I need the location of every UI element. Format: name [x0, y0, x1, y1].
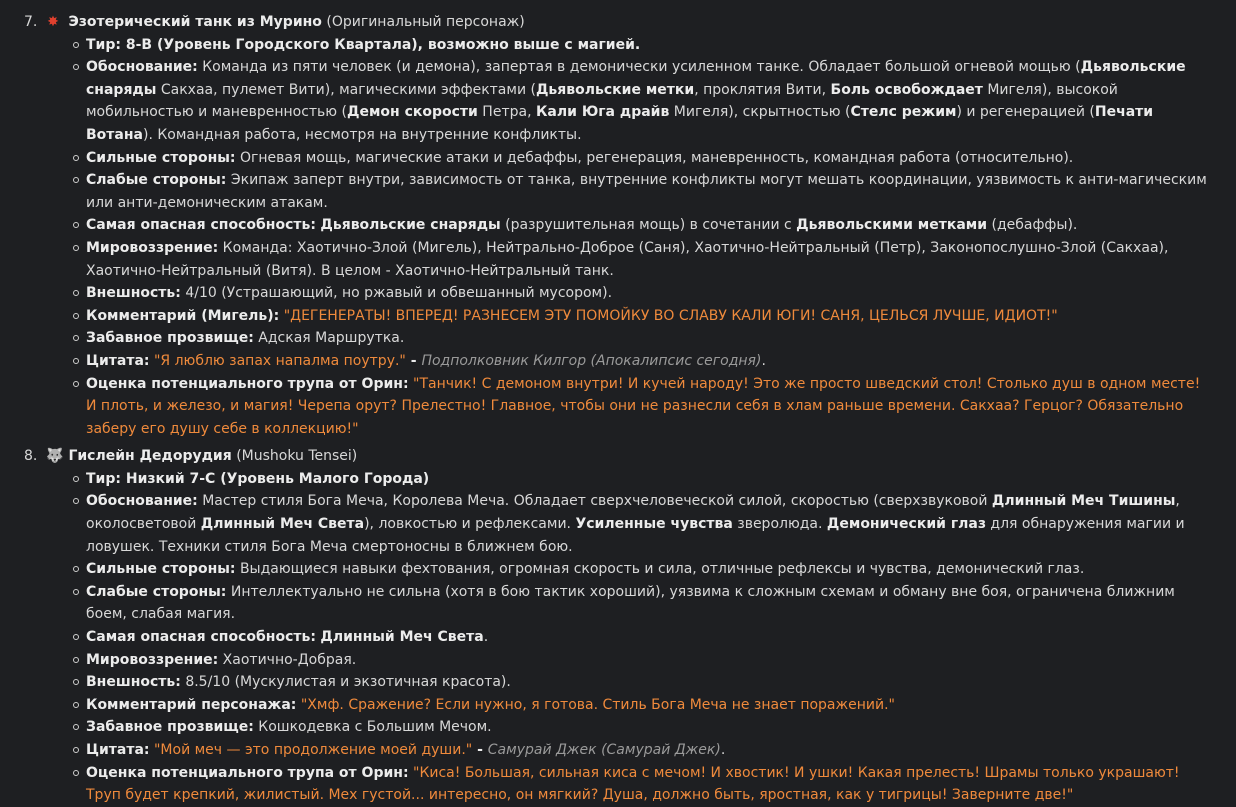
character-properties: [46, 34, 1236, 441]
appearance-item: [86, 671, 1236, 694]
text: (разрушительная мощь) в сочетании с: [500, 217, 797, 234]
character-entry: [24, 11, 1236, 440]
quote-text: "Я люблю запах напалма поутру.": [153, 352, 406, 369]
quote-text: "Мой меч — это продолжение моей души.": [153, 742, 473, 758]
bold-term: Дьявольскими метками: [796, 217, 988, 234]
text: 4/10 (Устрашающий, но ржавый и обвешанный мусором).: [180, 285, 613, 302]
bold-term: Дьявольские снаряды: [86, 59, 1186, 98]
tier-item: [86, 34, 1236, 57]
entry-number: 7.: [24, 14, 38, 30]
text: Петра,: [477, 104, 536, 121]
appearance-item: [86, 282, 1236, 305]
label: Мировоззрение:: [86, 239, 219, 256]
quote-text: "Киса! Большая, сильная киса с мечом! И хвостик! И ушки! Какая прелесть! Шрамы только украшают! Труп будет крепкий, жилистый. Мех густой... интересно, он мягкий? Душа, должно быть, яростная, как у тигрицы! Заверните две!": [86, 764, 1180, 804]
explosion-icon: ✸: [47, 14, 59, 30]
nickname-item: [86, 327, 1236, 350]
weaknesses-item: [86, 581, 1236, 626]
label: Внешность:: [86, 674, 181, 691]
bold-term: Длинный Меч Света: [200, 516, 365, 533]
text: ). Командная работа, несмотря на внутренние конфликты.: [142, 126, 582, 143]
text: ), ловкостью и рефлексами.: [364, 516, 576, 533]
label: Комментарий персонажа:: [86, 696, 297, 713]
text: для обнаружения магии и ловушек. Техники стиля Бога Меча смертоносны в ближнем бою.: [86, 516, 1185, 555]
bold-term: Демонический глаз: [826, 516, 986, 533]
dash: -: [472, 742, 488, 758]
text: Мигеля), высокой мобильностью и маневренностью (: [86, 81, 1118, 121]
strengths-item: [86, 147, 1236, 170]
character-name: Гислейн Дедорудия: [68, 448, 232, 465]
alignment-item: [86, 649, 1236, 672]
bold-term: Дьявольские метки: [535, 81, 695, 98]
ability-item: [86, 214, 1236, 237]
bold-term: Демон скорости: [347, 104, 478, 121]
character-origin: (Оригинальный персонаж): [326, 14, 525, 30]
tier-item: [86, 468, 1236, 491]
justification-item: [86, 490, 1236, 558]
bold-term: Стелс режим: [850, 104, 957, 121]
text: .: [720, 742, 726, 758]
fox-icon: 🐺: [46, 448, 64, 465]
label: Сильные стороны:: [86, 149, 236, 166]
character-origin: (Mushoku Tensei): [236, 448, 358, 465]
justification-item: [86, 56, 1236, 146]
citation-item: [86, 739, 1236, 762]
text: .: [761, 352, 766, 369]
label: Слабые стороны:: [86, 583, 227, 600]
label: Оценка потенциального трупа от Орин:: [86, 764, 409, 781]
rating-item: [86, 373, 1236, 441]
bold-term: Дьявольские снаряды: [320, 217, 501, 234]
alignment-item: [86, 237, 1236, 282]
quote-text: "Хмф. Сражение? Если нужно, я готова. Стиль Бога Меча не знает поражений.": [300, 696, 895, 713]
text: , околосветовой: [86, 493, 1180, 533]
text: Команда: Хаотично-Злой (Мигель), Нейтрально-Доброе (Саня), Хаотично-Нейтральный (Петр), Законопослушно-Злой (Сакхаа), Хаотично-Нейтральный (Витя). В целом - Хаотично-Нейтральный танк.: [86, 239, 1169, 279]
dash: -: [405, 352, 422, 369]
text: (дебаффы).: [987, 217, 1078, 234]
text: Сакхаа, пулемет Вити), магическими эффектами (: [156, 81, 536, 98]
label: Забавное прозвище:: [86, 330, 254, 347]
label: Комментарий (Мигель):: [86, 307, 280, 324]
label: Забавное прозвище:: [86, 719, 254, 736]
text: .: [483, 629, 489, 646]
character-list: [0, 11, 1236, 807]
text: 8.5/10 (Мускулистая и экзотичная красота).: [180, 674, 511, 691]
text: Мастер стиля Бога Меча, Королева Меча. Обладает сверхчеловеческой силой, скоростью (сверхзвуковой: [197, 493, 992, 510]
label: Слабые стороны:: [86, 172, 227, 189]
strengths-item: [86, 558, 1236, 581]
text: зверолюда.: [732, 516, 827, 533]
entry-heading: [24, 11, 1236, 34]
text: , проклятия Вити,: [694, 81, 831, 98]
tier-text: Тир: Низкий 7-C (Уровень Малого Города): [86, 470, 430, 487]
character-entry: [24, 445, 1236, 807]
tier-text: Тир: 8-B (Уровень Городского Квартала), возможно выше с магией.: [86, 36, 641, 53]
ability-item: [86, 626, 1236, 649]
text: Интеллектуально не сильна (хотя в бою тактик хороший), уязвима к сложным схемам и обману вне боя, ограничена ближним боем, слабая магия.: [86, 583, 1175, 623]
text: Кошкодевка с Большим Мечом.: [253, 719, 492, 736]
label: Внешность:: [86, 285, 181, 302]
quote-source: Подполковник Килгор (Апокалипсис сегодня): [421, 352, 762, 369]
text: ) и регенерацией (: [956, 104, 1095, 121]
comment-item: [86, 694, 1236, 717]
text: Экипаж заперт внутри, зависимость от танка, внутренние конфликты могут мешать координации, уязвимость к анти-магическим или анти-демоническим атакам.: [86, 172, 1207, 211]
label: Самая опасная способность:: [86, 629, 316, 646]
label: Мировоззрение:: [86, 651, 219, 668]
bold-term: Печати Вотана: [86, 104, 1154, 143]
comment-item: [86, 305, 1236, 328]
text: Хаотично-Добрая.: [218, 651, 357, 668]
entry-number: 8.: [24, 448, 38, 465]
quote-text: "ДЕГЕНЕРАТЫ! ВПЕРЕД! РАЗНЕСЕМ ЭТУ ПОМОЙКУ ВО СЛАВУ КАЛИ ЮГИ! САНЯ, ЦЕЛЬСЯ ЛУЧШЕ, ИДИОТ!": [283, 307, 1058, 324]
text: Адская Маршрутка.: [253, 330, 405, 347]
label: Сильные стороны:: [86, 561, 236, 578]
bold-term: Боль освобождает: [830, 81, 983, 98]
quote-source: Самурай Джек (Самурай Джек): [487, 742, 721, 758]
text: Огневая мощь, магические атаки и дебаффы, регенерация, маневренность, командная работа (относительно).: [235, 149, 1074, 166]
nickname-item: [86, 716, 1236, 739]
citation-item: [86, 350, 1236, 373]
weaknesses-item: [86, 169, 1236, 214]
bold-term: Длинный Меч Тишины: [991, 493, 1176, 510]
label: Самая опасная способность:: [86, 217, 316, 234]
label: Цитата:: [86, 352, 150, 369]
label: Оценка потенциального трупа от Орин:: [86, 375, 409, 392]
character-name: Эзотерический танк из Мурино: [68, 14, 322, 30]
bold-term: Длинный Меч Света: [320, 629, 484, 646]
entry-heading: [24, 445, 1236, 468]
character-properties: [46, 468, 1236, 807]
bold-term: Кали Юга драйв: [535, 104, 670, 121]
quote-text: "Танчик! С демоном внутри! И кучей народу! Это же просто шведский стол! Столько душ в одном месте! И плоть, и железо, и магия! Черепа орут? Прелестно! Главное, чтобы они не разнесли себя в хлам раньше времени. Сакхаа? Герцог? Обязательно заберу его душу себе в коллекцию!": [86, 375, 1201, 437]
text: Мигеля), скрытностью (: [669, 104, 851, 121]
label: Обоснование:: [86, 493, 198, 510]
text: Команда из пяти человек (и демона), запертая в демонически усиленном танке. Обладает большой огневой мощью (: [197, 59, 1081, 76]
text: Выдающиеся навыки фехтования, огромная скорость и сила, отличные рефлексы и чувства, демонический глаз.: [235, 561, 1085, 578]
label: Цитата:: [86, 742, 150, 758]
label: Обоснование:: [86, 59, 198, 76]
bold-term: Усиленные чувства: [575, 516, 733, 533]
rating-item: [86, 762, 1236, 807]
